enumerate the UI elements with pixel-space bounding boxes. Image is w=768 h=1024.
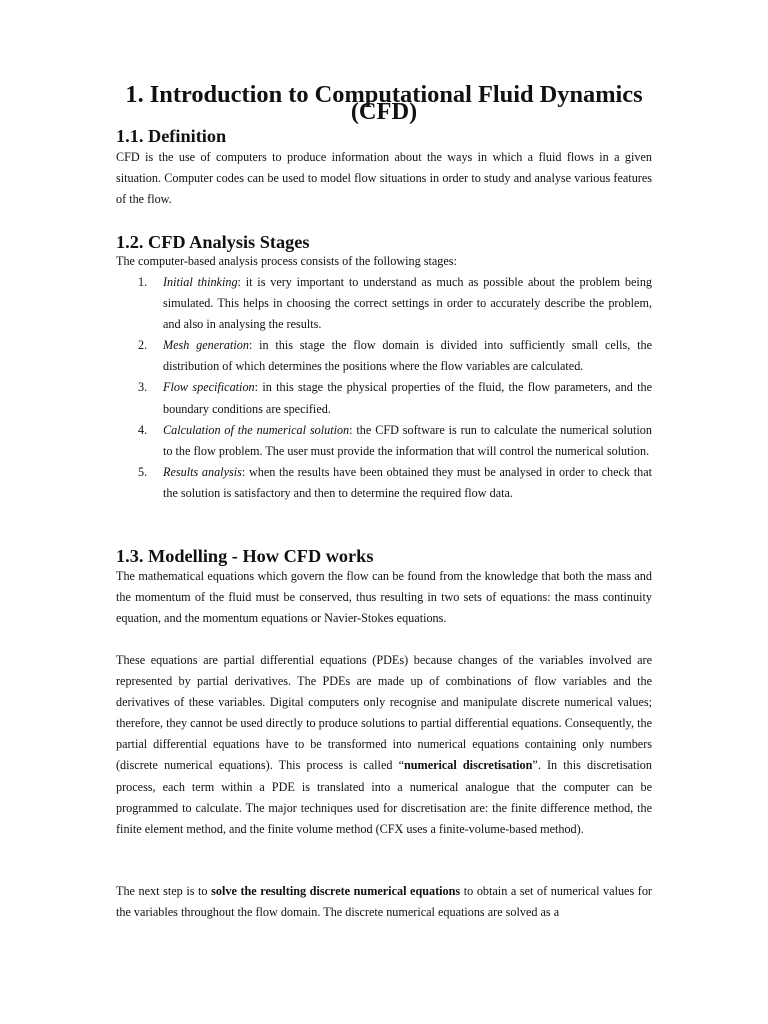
list-item-number: 3. — [138, 380, 148, 395]
analysis-stages-list — [116, 272, 652, 504]
list-item-term: Initial thinking — [163, 275, 238, 289]
definition-paragraph: CFD is the use of computers to produce information about the ways in which a fluid flows in a given situation. Computer codes can be used to model flow situations in order to study and analyse various features of the flow. — [116, 150, 652, 207]
list-item-number: 1. — [138, 275, 148, 289]
modelling-paragraph-2 — [116, 650, 652, 840]
paragraph-text: to obtain a set of numerical values for the variables throughout the flow domain. The discrete numerical equations are solved as a — [116, 884, 652, 920]
list-item-term: Results analysis — [163, 464, 242, 479]
modelling-paragraph-1: The mathematical equations which govern the flow can be found from the knowledge that both the mass and the momentum of the fluid must be conserved, thus resulting in two sets of equations: the mass continuity equation, and the momentum equations or Navier-Stokes equations. — [116, 569, 652, 626]
emphasis-solve-equations: solve the resulting discrete numerical equations — [211, 884, 461, 898]
list-item-text: : it is very important to understand as much as possible about the problem being simulated. This helps in choosing the correct settings in order to accurately describe the problem, and also in analysing the results. — [163, 275, 653, 332]
list-item-number: 5. — [138, 464, 148, 479]
list-item-term: Flow specification — [163, 380, 255, 395]
document-title: 1. Introduction to Computational Fluid Dynamics (CFD) — [125, 81, 643, 125]
list-item-number: 2. — [138, 338, 148, 353]
paragraph-text: ”. In this discretisation process, each term within a PDE is translated into a numerical analogue that the computer can be programmed to calculate. The major techniques used for discretisation are: the finite difference method, the finite element method, and the finite volume method (CFX uses a finite-volume-based method). — [116, 758, 652, 836]
list-item-number: 4. — [138, 422, 148, 437]
list-item-text: : when the results have been obtained they must be analysed in order to check that the solution is satisfactory and then to determine the required flow data. — [163, 464, 652, 500]
section-heading-modelling: 1.3. Modelling - How CFD works — [116, 546, 374, 566]
paragraph-text: These equations are partial differential equations (PDEs) because changes of the variables involved are represented by partial derivatives. The PDEs are made up of combinations of flow variables and the derivatives of these variables. Digital computers only recognise and manipulate discrete numerical values; therefore, they cannot be used directly to produce solutions to partial differential equations. Consequently, the partial differential equations have to be transformed into numerical equations containing only numbers (discrete numerical equations). This process is called “ — [116, 653, 652, 773]
analysis-stages-intro: The computer-based analysis process consists of the following stages: — [116, 254, 457, 268]
section-heading-definition: 1.1. Definition — [116, 126, 227, 146]
list-item-text: : in this stage the physical properties of the fluid, the flow parameters, and the boundary conditions are specified. — [163, 380, 652, 416]
list-item — [116, 377, 652, 419]
list-item-text: : the CFD software is run to calculate the numerical solution to the flow problem. The user must provide the information that will control the numerical solution. — [163, 422, 652, 458]
list-item — [116, 420, 652, 462]
list-item-text: : in this stage the flow domain is divided into sufficiently small cells, the distribution of which determines the positions where the flow variables are calculated. — [163, 338, 653, 374]
paragraph-text: The next step is to — [116, 884, 212, 898]
list-item-term: Calculation of the numerical solution — [163, 422, 350, 437]
list-item — [116, 272, 652, 335]
modelling-paragraph-3 — [116, 881, 652, 923]
section-heading-analysis-stages: 1.2. CFD Analysis Stages — [116, 232, 310, 252]
emphasis-numerical-discretisation: numerical discretisation — [403, 758, 533, 773]
list-item-term: Mesh generation — [163, 338, 249, 353]
list-item — [116, 462, 652, 504]
list-item — [116, 335, 652, 377]
